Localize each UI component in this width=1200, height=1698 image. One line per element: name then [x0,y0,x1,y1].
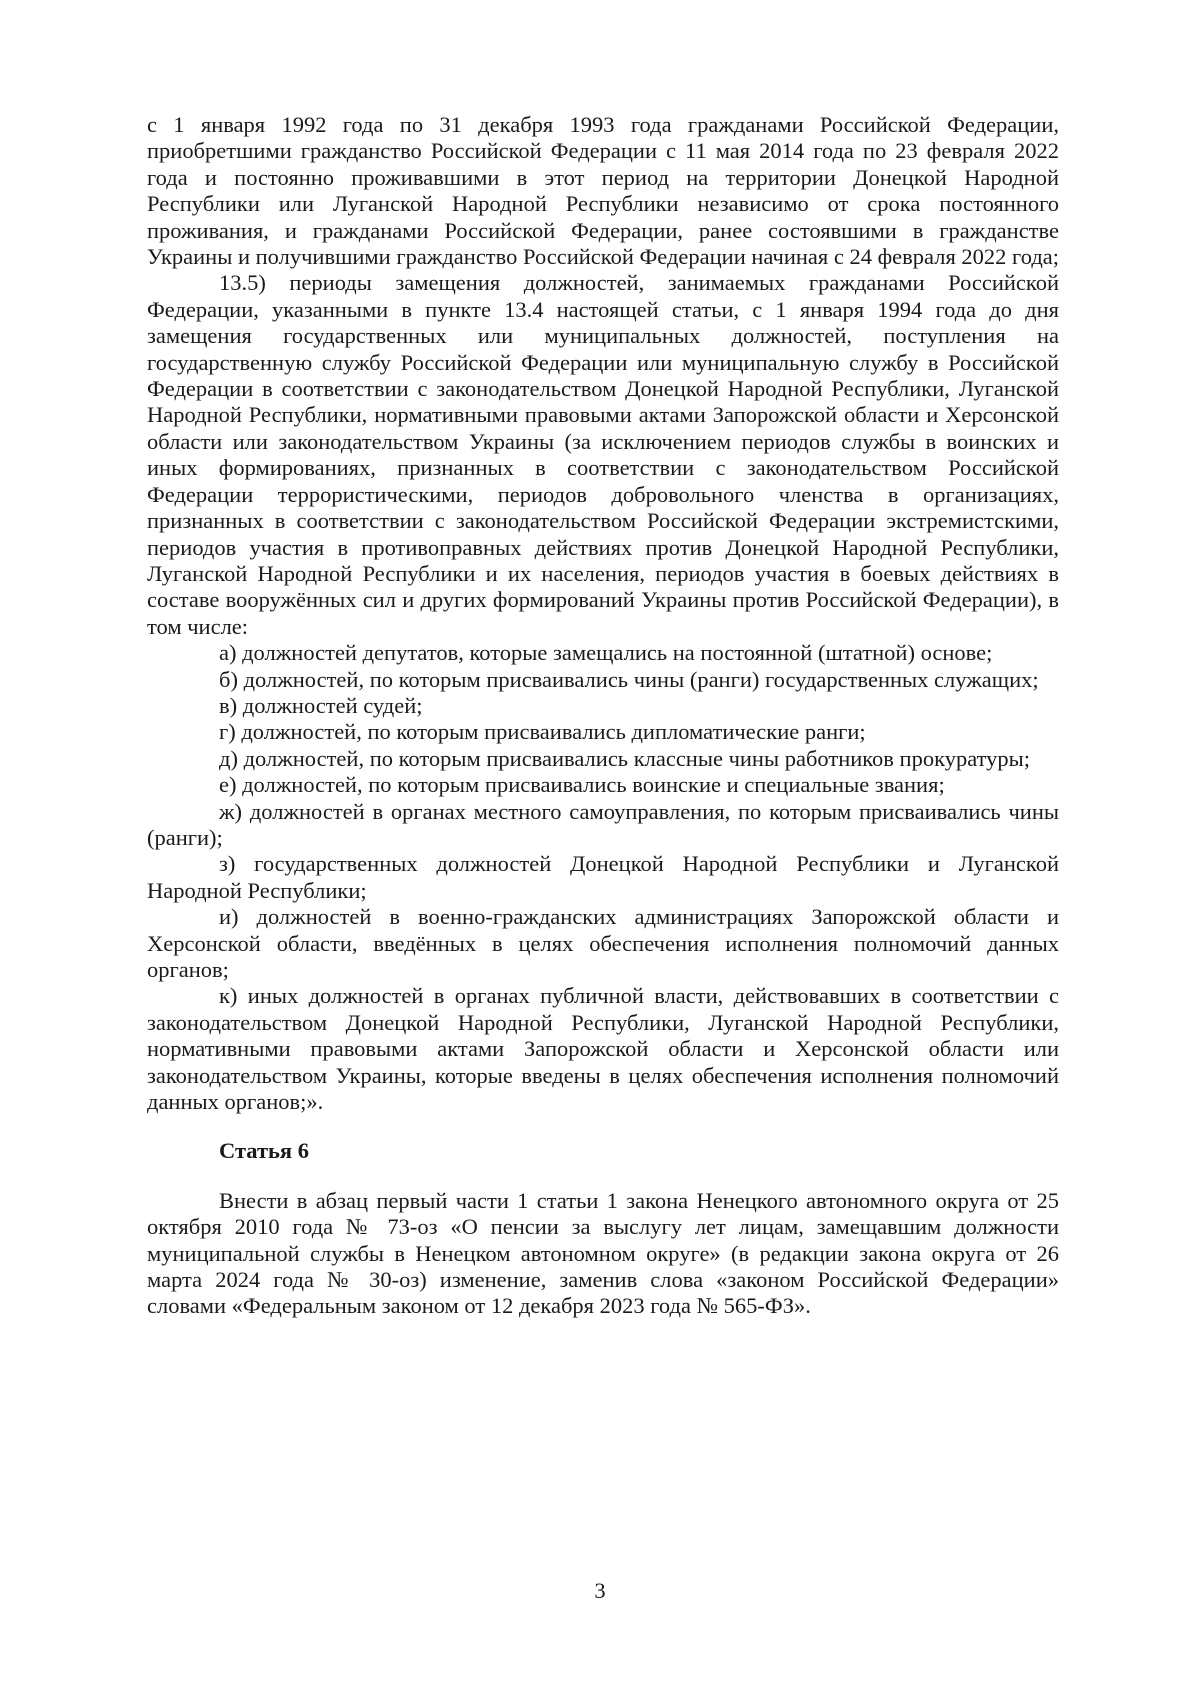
page-number: 3 [594,1578,606,1603]
article-heading: Статья 6 [219,1138,309,1164]
list-item-k: к) иных должностей в органах публичной власти, действовавших в соответствии с законодательством Донецкой Народной Республики, Луганской Народной Республики, нормативными правовыми актами Запорожской области и Херсонской области или законодательством Украины, которые введены в целях обеспечения исполнения полномочий данных органов;». [147,983,1059,1115]
list-item-d: д) должностей, по которым присваивались классные чины работников прокуратуры; [219,745,1031,771]
list-item-b: б) должностей, по которым присваивались чины (ранги) государственных служащих; [219,666,1039,692]
article-6-paragraph: Внести в абзац первый части 1 статьи 1 закона Ненецкого автономного округа от 25 октября 2010 года № 73-оз «О пенсии за выслугу лет лицам, замещавшим должности муниципальной службы в Ненецком автономном округе» (в редакции закона округа от 26 марта 2024 года № 30-оз) изменение, заменив слова «законом Российской Федерации» словами «Федеральным законом от 12 декабря 2023 года № 565-ФЗ». [147,1187,1059,1319]
paragraph-item-13-5: 13.5) периоды замещения должностей, занимаемых гражданами Российской Федерации, указанными в пункте 13.4 настоящей статьи, с 1 января 1994 года до дня замещения государственных или муниципальных должностей, поступления на государственную службу Российской Федерации или муниципальную службу в Российской Федерации в соответствии с законодательством Донецкой Народной Республики, Луганской Народной Республики, нормативными правовыми актами Запорожской области и Херсонской области или законодательством Украины (за исключением периодов службы в воинских и иных формированиях, признанных в соответствии с законодательством Российской Федерации террористическими, периодов добровольного членства в организациях, признанных в соответствии с законодательством Российской Федерации экстремистскими, периодов участия в противоправных действиях против Донецкой Народной Республики, Луганской Народной Республики и их населения, периодов участия в боевых действиях в составе вооружённых сил и других формирований Украины против Российской Федерации), в том числе: [147,270,1059,639]
list-item-i: и) должностей в военно-гражданских администрациях Запорожской области и Херсонской области, введённых в целях обеспечения исполнения полномочий данных органов; [147,904,1059,982]
document-page [147,112,1059,1320]
list-item-g: г) должностей, по которым присваивались дипломатические ранги; [219,719,866,745]
list-item-z: з) государственных должностей Донецкой Народной Республики и Луганской Народной Республики; [147,851,1059,903]
list-item-v: в) должностей судей; [219,692,423,718]
list-item-zh: ж) должностей в органах местного самоуправления, по которым присваивались чины (ранги); [147,798,1059,850]
list-item-e: е) должностей, по которым присваивались воинские и специальные звания; [219,772,945,798]
paragraph-continuation: с 1 января 1992 года по 31 декабря 1993 года гражданами Российской Федерации, приобретшими гражданство Российской Федерации с 11 мая 2014 года по 23 февраля 2022 года и постоянно проживавшими в этот период на территории Донецкой Народной Республики или Луганской Народной Республики независимо от срока постоянного проживания, и гражданами Российской Федерации, ранее состоявшими в гражданстве Украины и получившими гражданство Российской Федерации начиная с 24 февраля 2022 года; [147,112,1060,270]
list-item-a: а) должностей депутатов, которые замещались на постоянной (штатной) основе; [219,640,993,666]
